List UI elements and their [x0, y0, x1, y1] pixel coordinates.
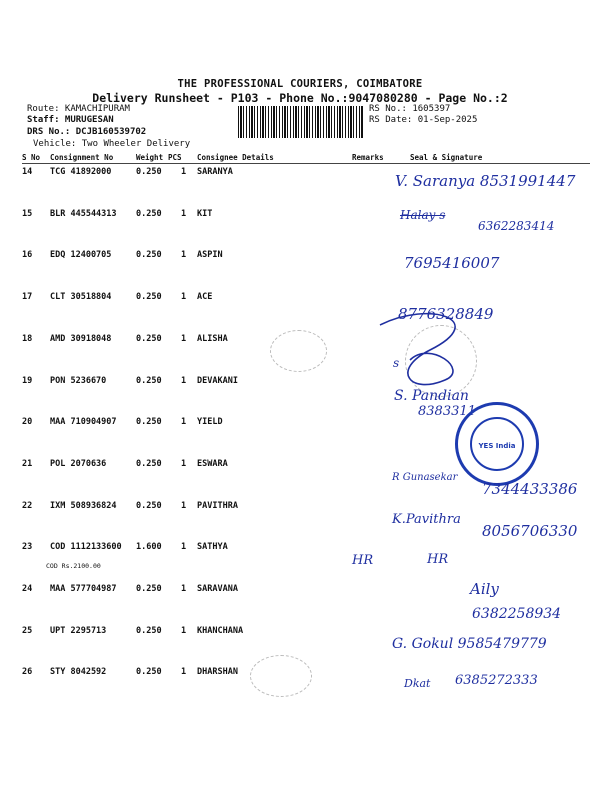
cell-weight: 0.250 [136, 667, 162, 678]
cell-consignment: EDQ 12400705 [50, 250, 112, 261]
signature-22a: R Gunasekar [392, 472, 458, 483]
remarks-hr: HR [352, 553, 374, 568]
rs-no: RS No.: 1605397 [369, 104, 451, 114]
cell-consignee: ALISHA [197, 333, 228, 344]
cell-consignment: COD 1112133600 [50, 542, 122, 553]
cell-weight: 0.250 [136, 292, 162, 303]
cell-consignee: PAVITHRA [197, 500, 238, 511]
cell-consignment: AMD 30918048 [50, 333, 112, 344]
cell-pcs: 1 [181, 458, 187, 469]
company-title: THE PROFESSIONAL COURIERS, COIMBATORE [177, 78, 423, 90]
cell-sno: 17 [22, 292, 33, 303]
cell-sno: 26 [22, 667, 33, 678]
phone-15: 6362283414 [478, 219, 555, 233]
drs-label: DRS No.: DCJB160539702 [27, 127, 147, 137]
col-remarks: Remarks [352, 153, 384, 162]
phone-23: 8056706330 [482, 522, 578, 540]
cell-pcs: 1 [181, 417, 187, 428]
cell-consignment: POL 2070636 [50, 458, 107, 469]
signature-16: 7695416007 [404, 254, 500, 272]
cell-consignment: UPT 2295713 [50, 625, 107, 636]
signature-18-scribble [370, 300, 500, 400]
cell-sno: 23 [22, 542, 33, 553]
cell-weight: 0.250 [136, 458, 162, 469]
col-seal: Seal & Signature [410, 153, 483, 162]
staff-label: Staff: MURUGESAN [27, 115, 114, 125]
cell-pcs: 1 [181, 375, 187, 386]
cell-sno: 18 [22, 333, 33, 344]
cell-weight: 0.250 [136, 333, 162, 344]
signature-15: Halay s [400, 208, 446, 222]
cell-pcs: 1 [181, 333, 187, 344]
phone-20: 8383311 [418, 404, 476, 419]
cell-weight: 0.250 [136, 250, 162, 261]
signature-25: G. Gokul 9585479779 [392, 636, 547, 652]
cell-pcs: 1 [181, 292, 187, 303]
header-divider [22, 163, 590, 164]
cell-consignee: DEVAKANI [197, 375, 238, 386]
cell-sno: 15 [22, 208, 33, 219]
rs-date: RS Date: 01-Sep-2025 [369, 115, 478, 125]
cell-pcs: 1 [181, 208, 187, 219]
cod-note: COD Rs.2100.00 [46, 562, 101, 570]
col-consignee: Consignee Details [197, 153, 274, 162]
cell-consignee: KIT [197, 208, 213, 219]
cell-weight: 0.250 [136, 208, 162, 219]
cell-consignment: TCG 41892000 [50, 167, 112, 177]
signature-23: HR [427, 552, 449, 567]
cell-pcs: 1 [181, 250, 187, 261]
cell-consignment: STY 8042592 [50, 667, 107, 678]
cell-sno: 22 [22, 500, 33, 511]
cell-consignee: YIELD [197, 417, 223, 428]
cell-consignment: MAA 710904907 [50, 417, 117, 428]
cell-weight: 0.250 [136, 625, 162, 636]
cell-weight: 0.250 [136, 417, 162, 428]
phone-26: 6385272333 [455, 673, 538, 688]
company-seal: YES India [470, 417, 524, 471]
signature-14: V. Saranya 8531991447 [395, 172, 576, 190]
cell-consignee: ACE [197, 292, 213, 303]
cell-weight: 0.250 [136, 375, 162, 386]
signature-17: 8776328849 [398, 305, 494, 323]
col-weight: Weight [136, 153, 164, 162]
signature-24: Aily [470, 580, 499, 598]
cell-pcs: 1 [181, 667, 187, 678]
cell-consignee: SARAVANA [197, 584, 238, 594]
cell-consignment: CLT 30518804 [50, 292, 112, 303]
col-sno: S No [22, 153, 41, 162]
phone-22: 7344433386 [482, 480, 578, 498]
cell-sno: 19 [22, 375, 33, 386]
col-consignment: Consignment No [50, 153, 114, 162]
cell-consignment: IXM 508936824 [50, 500, 117, 511]
cell-weight: 0.250 [136, 167, 162, 177]
barcode [238, 106, 364, 138]
cell-consignee: SARANYA [197, 167, 233, 177]
cell-consignment: BLR 445544313 [50, 208, 117, 219]
faint-stamp [270, 330, 327, 372]
cell-sno: 20 [22, 417, 33, 428]
col-pcs: PCS [168, 153, 182, 162]
cell-weight: 0.250 [136, 584, 162, 594]
signature-26: Dkat [404, 677, 431, 690]
cell-sno: 21 [22, 458, 33, 469]
runsheet-subtitle: Delivery Runsheet - P103 - Phone No.:9047080280 - Page No.:2 [92, 91, 508, 105]
phone-25a: 6382258934 [472, 606, 562, 622]
route-label: Route: KAMACHIPURAM [27, 104, 130, 114]
cell-sno: 25 [22, 625, 33, 636]
cell-weight: 0.250 [136, 500, 162, 511]
cell-weight: 1.600 [136, 542, 162, 553]
vehicle-label: Vehicle: Two Wheeler Delivery [33, 139, 191, 149]
signature-18: s [393, 356, 400, 370]
faint-stamp [250, 655, 312, 697]
signature-19: S. Pandian [394, 388, 469, 404]
cell-consignment: PON 5236670 [50, 375, 107, 386]
cell-consignee: SATHYA [197, 542, 228, 553]
cell-pcs: 1 [181, 167, 187, 177]
cell-consignee: ESWARA [197, 458, 228, 469]
cell-consignee: KHANCHANA [197, 625, 244, 636]
cell-pcs: 1 [181, 500, 187, 511]
cell-sno: 24 [22, 584, 33, 594]
cell-consignment: MAA 577704987 [50, 584, 117, 594]
signature-22c: K.Pavithra [392, 512, 461, 527]
cell-sno: 16 [22, 250, 33, 261]
cell-pcs: 1 [181, 584, 187, 594]
cell-sno: 14 [22, 167, 33, 177]
cell-pcs: 1 [181, 542, 187, 553]
cell-consignee: DHARSHAN [197, 667, 238, 678]
cell-pcs: 1 [181, 625, 187, 636]
cell-consignee: ASPIN [197, 250, 223, 261]
